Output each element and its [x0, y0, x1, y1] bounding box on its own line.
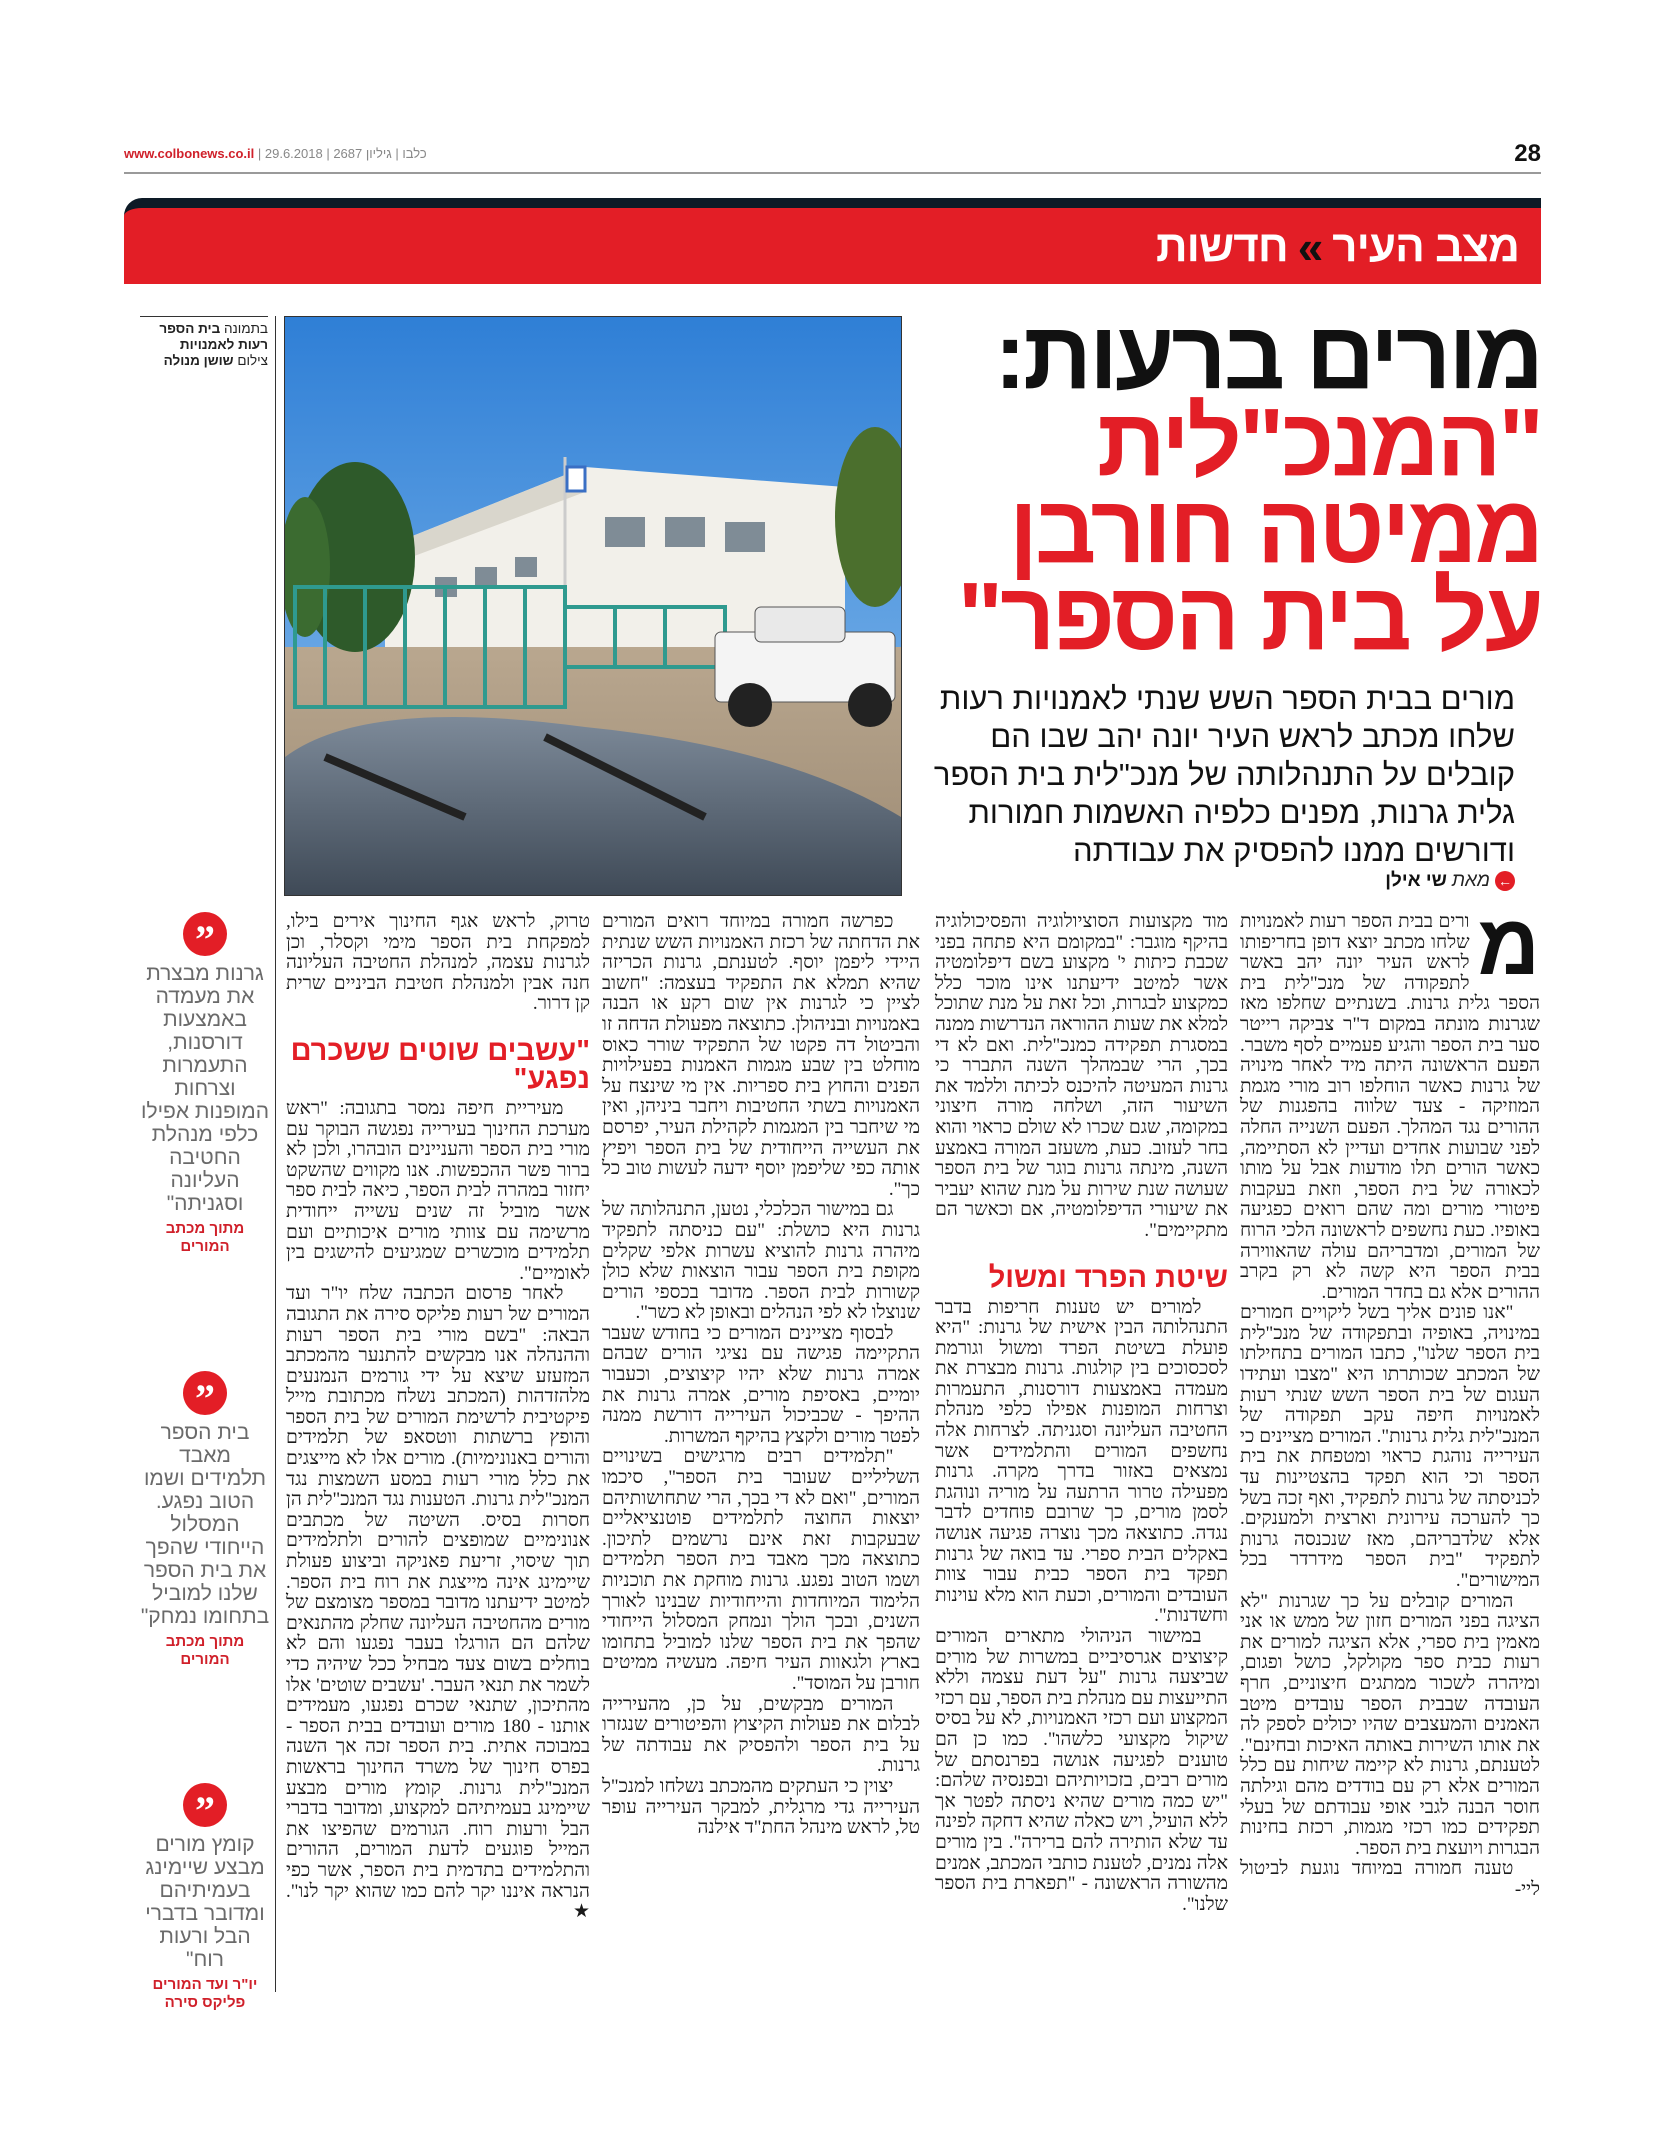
paragraph: המורים מבקשים, על כן, מהעירייה לבלום את פעולות הקיצוץ והפיטורים שנגזרו על בית הספר ולהפסיק את עבודתה של גרנות. [602, 1693, 920, 1777]
article-column-2 [935, 912, 1228, 1915]
pull-quote [140, 912, 270, 1256]
headline-line-3: ממיטה חורבן [1008, 476, 1541, 583]
article-subheadline: מורים בבית הספר השש שנתי לאמנויות רעות שלחו מכתב לראש העיר יונה יהב שבו הם קובלים על התנהלותה של מנכ"לית בית הספר גלית גרנות, מפנים כלפיה האשמות חמורות ודורשים ממנו להפסיק את עבודתה [933, 681, 1515, 868]
pull-quote-source: מתוך מכתב המורים [165, 1220, 245, 1255]
paragraph: המורים קובלים על כך שגרנות "לא הציגה בפני המורים חזון של ממש או אני מאמין בית ספרי, אלא הציגה למורים את רעות כבית ספר מקולקל, כושל ופגום, ומיהרה לשכור ממתגים חיצוניים, חרף העובדה שבבית הספר עובדים מיטב האמנים והמעצבים שהיו יכולים לספק לה את אותו השירות באותה האיכות ובחינם". לטענתם, גרנות לא קיימה שיחות עם כלל המורים אלא רק עם בודדים מהם וגילתה חוסר הבנה לגבי אופי עבודתם של בעלי תפקידים כמו רכזי מגמות, רכזת בחינות הבגרות ויועצת בית הספר. [1240, 1590, 1540, 1859]
column-divider [275, 316, 276, 1992]
pull-quote-text: בית הספר מאבד תלמידים ושמו הטוב נפגע. המסלול הייחודי שהפך את בית הספר שלנו למוביל בתחומו נמחק" [140, 1420, 270, 1628]
caption-credit-prefix: צילום [237, 353, 268, 368]
article-column-1 [1240, 897, 1540, 1901]
section-subheading: "עשבים שוטים ששכרם נפגע" [290, 1034, 590, 1095]
quote-mark-icon: ” [183, 912, 227, 956]
paragraph: לבסוף מציינים המורים כי בחודש שעבר התקיימה פגישה עם נציגי הורים שבהם אמרה גרנות שלא יהיו קיצוצים, וכעבור יומיים, באסיפת מורים, אמרה גרנות את ההיפך - שכביכול העירייה דורשת ממנה לפטר מורים ולקצץ בהיקף המשרות. [602, 1322, 920, 1447]
headline-line-4: על בית הספר" [957, 563, 1541, 670]
article-headline [905, 302, 1541, 670]
paragraph: יצוין כי העתקים מהמכתב נשלחו למנכ"ל העירייה גדי מרגלית, למבקר העירייה עופר טל, לראש מינהל החת"ד אילנה [602, 1775, 920, 1839]
photo-caption [140, 316, 268, 369]
quote-mark-icon: ” [183, 1783, 227, 1827]
section-subheading: שיטת הפרד ומשול [988, 1261, 1228, 1294]
pull-quotes-column [140, 912, 270, 2012]
paragraph: מוד מקצועות הסוציולוגיה והפסיכולוגיה בהיקף מוגבר: "במקומם היא פתחה בפני שכבת כיתות י' מקצוע בשם דיפלומטיה אשר למיטב ידיעתנו אינו מוכר כלל כמקצוע לבגרות, וכל זאת על מנת שתוכל למלא את שעות ההוראה הנדרשות ממנה במסגרת תפקידה כמנכ"לית. ואם לא די בכך, הרי שבמהלך השנה התברר כי גרנות המעיטה להיכנס לכיתה וללמד את השיעור הזה, ושלחה מורה חיצוני במקומה, שגם שכרו לא שולם כראוי והוא בחר לעזוב. כעת, משעזב המורה באמצע השנה, מינתה גרנות בוגר של בית הספר שעושה שנת שירות על מנת שהוא יעביר את שיעורי הדיפלומטיה, אם וכאשר הם מתקיימים". [935, 911, 1228, 1241]
pull-quote [140, 1371, 270, 1669]
pull-quote-source: יו"ר ועד המורים פליקס סירה [152, 1976, 258, 2011]
section-title [1156, 220, 1519, 274]
article-column-3 [602, 912, 920, 1839]
section-banner [124, 198, 1541, 284]
headline-line-1: מורים ברעות: [994, 302, 1541, 409]
byline [905, 870, 1515, 892]
pull-quote [140, 1783, 270, 2012]
paragraph: כפרשה חמורה במיוחד רואים המורים את הדחתה של רכזת האמנויות השש שנתית היידי ליפמן יוסף. לטענתם, גרנות הכריזה שהיא תמלא את התפקיד בעצמה: "חשוב לציין כי לגרנות אין שום רקע או הבנה באמנויות ובניהולן. כתוצאה מפעולת הדחה זו והביטול דה פקטו של התפקיד שורר כאוס מוחלט בין שבע מגמות האמנות בפעילויות הפנים והחוץ בית ספריות. אין מי שינצח על האמנויות בשתי החטיבות ויחבר ביניהן, ואין מי שיחבר בין המגמות לקהילת העיר, יפרסם את העשייה הייחודית של בית הספר ויפיץ אותה כפי שליפמן יוסף ידעה לעשות טוב כל כך". [602, 911, 920, 1200]
headline-line-2: "המנכ"לית [1097, 389, 1541, 496]
pull-quote-text: גרנות מבצרת את מעמדה באמצעות דורסנות, התעמרות וצרחות המופנות אפילו כלפי מנהלת החטיבה העליונה וסגניתה" [141, 962, 269, 1215]
drop-cap: מ [1477, 897, 1540, 993]
paragraph-text: ורים בבית הספר רעות לאמנויות שלחו מכתב יוצא דופן בחריפותו לראש העיר יונה יהב באשר לתפקודה של מנכ"לית בית הספר גלית גרנות. בשנתיים שחלפו מאז שגרנות מונתה במקום ד"ר צביקה רייטר סער בית הספר והגיע פעמיים לסף משבר. הפעם הראשונה היתה מיד לאחר מינויה של גרנות כאשר הוחלפו רוב מורי מגמת המוזיקה - צעד שלווה בהפגנות של ההורים נגד המהלך. הפעם השנייה החלה לפני שבועות אחדים ועדיין לא הסתיימה, כאשר הורים תלו מודעות אבל על מותו לכאורה של בית הספר, וזאת בעקבות פיטורי מורים ומה שהם רואים כפגיעה באופיו. כעת נחשפים לראשונה הלכי הרוח של המורים, ומדבריהם עולה שהאווירה בבית הספר היא קשה לא רק בקרב ההורים אלא גם בחדר המורים. [1240, 911, 1540, 1303]
caption-credit: שושן מנולה [163, 353, 234, 368]
paragraph: למורים יש טענות חריפות בדבר התנהלותה הבין אישית של גרנות: "היא פועלת בשיטת הפרד ומשול וגורמת לסכסוכים בין קולגות. גרנות מבצרת את מעמדה באמצעות דורסנות, התעמרות וצרחות המופנות אפילו כלפי מנהלת החטיבה העליונה וסגניתה. לצרחות אלה נחשפים המורים והתלמידים אשר נמצאים באזור בדרך מקרה. גרנות מפעילה טרור הרתעה על מוריה ונוהגת לסמן מורים, כך שרובם פוחדים לדבר נגדה. כתוצאה מכך נוצרה פגיעה אנושה באקלים הבית ספרי. עד בואה של גרנות תפקד בית הספר כבית עבור צוות העובדים והמורים, וכעת הוא מלא עוינות וחשדנות". [935, 1296, 1228, 1627]
paragraph: לאחר פרסום הכתבה שלח יו"ר ועד המורים של רעות פליקס סירה את התגובה הבאה: "בשם מורי בית הספר רעות וההנהלה אנו מבקשים להתנער מהמכתב המזעזע שיצא על ידי גורמים הנמנעים מלהזדהות (המכתב נשלח מכתובת מייל פיקטיבית לרשימת המורים של בית הספר והופץ ברשתות ווטסאפ של תלמידים והורים באנונימיות). מורים אלו לא מייצגים את כלל מורי רעות במסע השמצות נגד המנכ"לית גרנות. הטענות נגד המנכ"לית הן חסרות בסיס. השיטה של מכתבים אנונימיים שמופצים להורים ולתלמידים תוך שיסוי, זריעת פאניקה וביצוע פעולת שיימינג אינה מייצגת את רוח בית הספר. למיטב ידיעתנו מדובר במספר מצומצם של מורים מהחטיבה העליונה שחלק מהתנאים שלהם הם הורגלו בעבר נפגעו והם לא בוחלים בשום צעד מבחיל ככל שיהיה כדי לשמר את תנאי העבר. 'עשבים שוטים' אלו מהתיכון, שתנאי שכרם נפגעו, מעמידים אותנו - 180 מורים ועובדים בבית הספר - במבוכה אתית. בית הספר זכה אך השנה בפרס חינוך של משרד החינוך בראשות המנכ"לית גרנות. קומץ מורים מבצע שיימינג בעמיתיהם למקצוע, ומדובר בדברי הבל ורעות רוח. הגורמים שהפיצו את המייל פוגעים לדעת המורים, ההורים והתלמידים בתדמית בית הספר, אשר כפי הנראה איננו יקר להם כמו שהוא יקר לנו". ★ [286, 1283, 590, 1923]
website-url: www.colbonews.co.il [124, 146, 255, 161]
paragraph: "תלמידים רבים מרגישים בשינויים השליליים שעובר בית הספר", סיכמו המורים, "ואם לא די בכך, הרי שתחושותיהם יוצאות החוצה לתלמידים פוטנציאליים שבעקבות זאת אינם נרשמים לתיכון. כתוצאה מכך מאבד בית הספר תלמידים ושמו הטוב נפגע. גרנות מוחקת את תוכניות הלימוד המיוחדות והייחודיות שבנינו לאורך השנים, ובכך הולך ונמחק המסלול הייחודי שהפך את בית הספר שלנו למוביל בתחומו בארץ ולגאוות העיר חיפה. מעשיה ממיטים חורבן על המוסד". [602, 1446, 920, 1694]
school-photo [284, 316, 902, 896]
issue-info: | כלבו | גיליון 2687 | 29.6.2018 [254, 146, 427, 161]
paragraph: טרוק, לראש אגף החינוך אירים בילו, למפקחת בית הספר מימי וקסלר, וכן לגרנות עצמה, למנהלת החטיבה העליונה חנה אבין ולמנהלת חטיבת הביניים שרית קן דרור. [286, 911, 590, 1015]
paragraph: גם במישור הכלכלי, נטען, התנהלותה של גרנות היא כושלת: "עם כניסתה לתפקיד מיהרה גרנות להוציא עשרות אלפי שקלים מקופת בית הספר עבור הוצאות שלא כולן קשורות לבית הספר. מדובר בכספי הורים שנוצלו לא לפי הנהלים ובאופן לא כשר". [602, 1199, 920, 1324]
section-category: חדשות [1155, 222, 1288, 271]
paragraph: מעיריית חיפה נמסר בתגובה: "ראש מערכת החינוך בעירייה נפגשה הבוקר עם מורי בית הספר והעניינים הובהרו, ולכן לא ברור פשר ההכפשות. אנו מקווים שהשקט יחזור במהרה לבית הספר, כיאה לבית ספר אשר מוביל זה שנים עשייה ייחודית מרשימה עם צוותי מורים איכותיים ועם תלמידים מוכשרים שמגיעים להישגים בין לאומיים". [286, 1097, 590, 1284]
byline-prefix: מאת [1451, 870, 1490, 891]
pull-quote-text: קומץ מורים מבצע שיימינג בעמיתיהם ומדובר בדברי הבל ורעות רוח" [145, 1833, 265, 1971]
paragraph [1240, 897, 1540, 1303]
caption-subject: בית הספר רעות לאמנויות [159, 321, 268, 352]
arrow-left-icon: ← [1495, 871, 1515, 891]
flag [567, 467, 585, 491]
paragraph: טענה חמורה במיוחד נוגעת לביטול ליי- [1240, 1858, 1540, 1900]
double-chevron-icon: » [1297, 221, 1323, 273]
page-folio [124, 140, 1541, 174]
article-column-4 [286, 912, 590, 1923]
byline-author: שי אילן [1385, 870, 1447, 891]
page-number: 28 [1514, 140, 1541, 167]
section-name: מצב העיר [1332, 222, 1519, 271]
caption-prefix: בתמונה [224, 321, 268, 336]
pull-quote-source: מתוך מכתב המורים [165, 1632, 245, 1668]
paragraph: במישור הניהולי מתארים המורים קיצוצים אגרסיביים במשרות של מורים שביצעה גרנות "על דעת עצמה וללא התייעצות עם מנהלת בית הספר, עם רכזי המקצוע ועם רכזי האמנויות, לא על בסיס שיקול מקצועי כלשהו". כמו כן הם טוענים לפגיעה אנושה בפרנסתם של מורים רבים, בזכויותיהם ובפנסיה שלהם: "יש כמה מורים שהיא ניסתה לפטר אך ללא הועיל, ויש כאלה שהיא דחקה לפינה עד שלא הותירה להם ברירה". בין מורים אלה נמנים, לטענת כותבי המכתב, אמנים מהשורה הראשונה - "תפארת בית הספר שלנו". [935, 1626, 1228, 1915]
quote-mark-icon: ” [183, 1371, 227, 1415]
paragraph: "אנו פונים אליך בשל ליקויים חמורים במינויה, באופיה ובתפקודה של מנכ"לית בית הספר שלנו", כתבו המורים בתחילתו של המכתב שכותרתו היא "מצבו ועתידו העגום של בית הספר השש שנתי רעות לאמנויות חיפה עקב תפקודה של המנכ"לית גלית גרנות". המורים מציינים כי העירייה נוהגת כראוי ומטפחת את בית הספר וכי הוא תפקד בהצטיינות עד לכניסתה של גרנות לתפקיד, ואף זכה בשל כך להערכה עירונית וארצית ולמענקים. אלא שלדבריהם, מאז שנכנסה גרנות לתפקיד "בית הספר מידרדר בכל המישורים". [1240, 1302, 1540, 1591]
folio-publication-info [124, 146, 427, 161]
